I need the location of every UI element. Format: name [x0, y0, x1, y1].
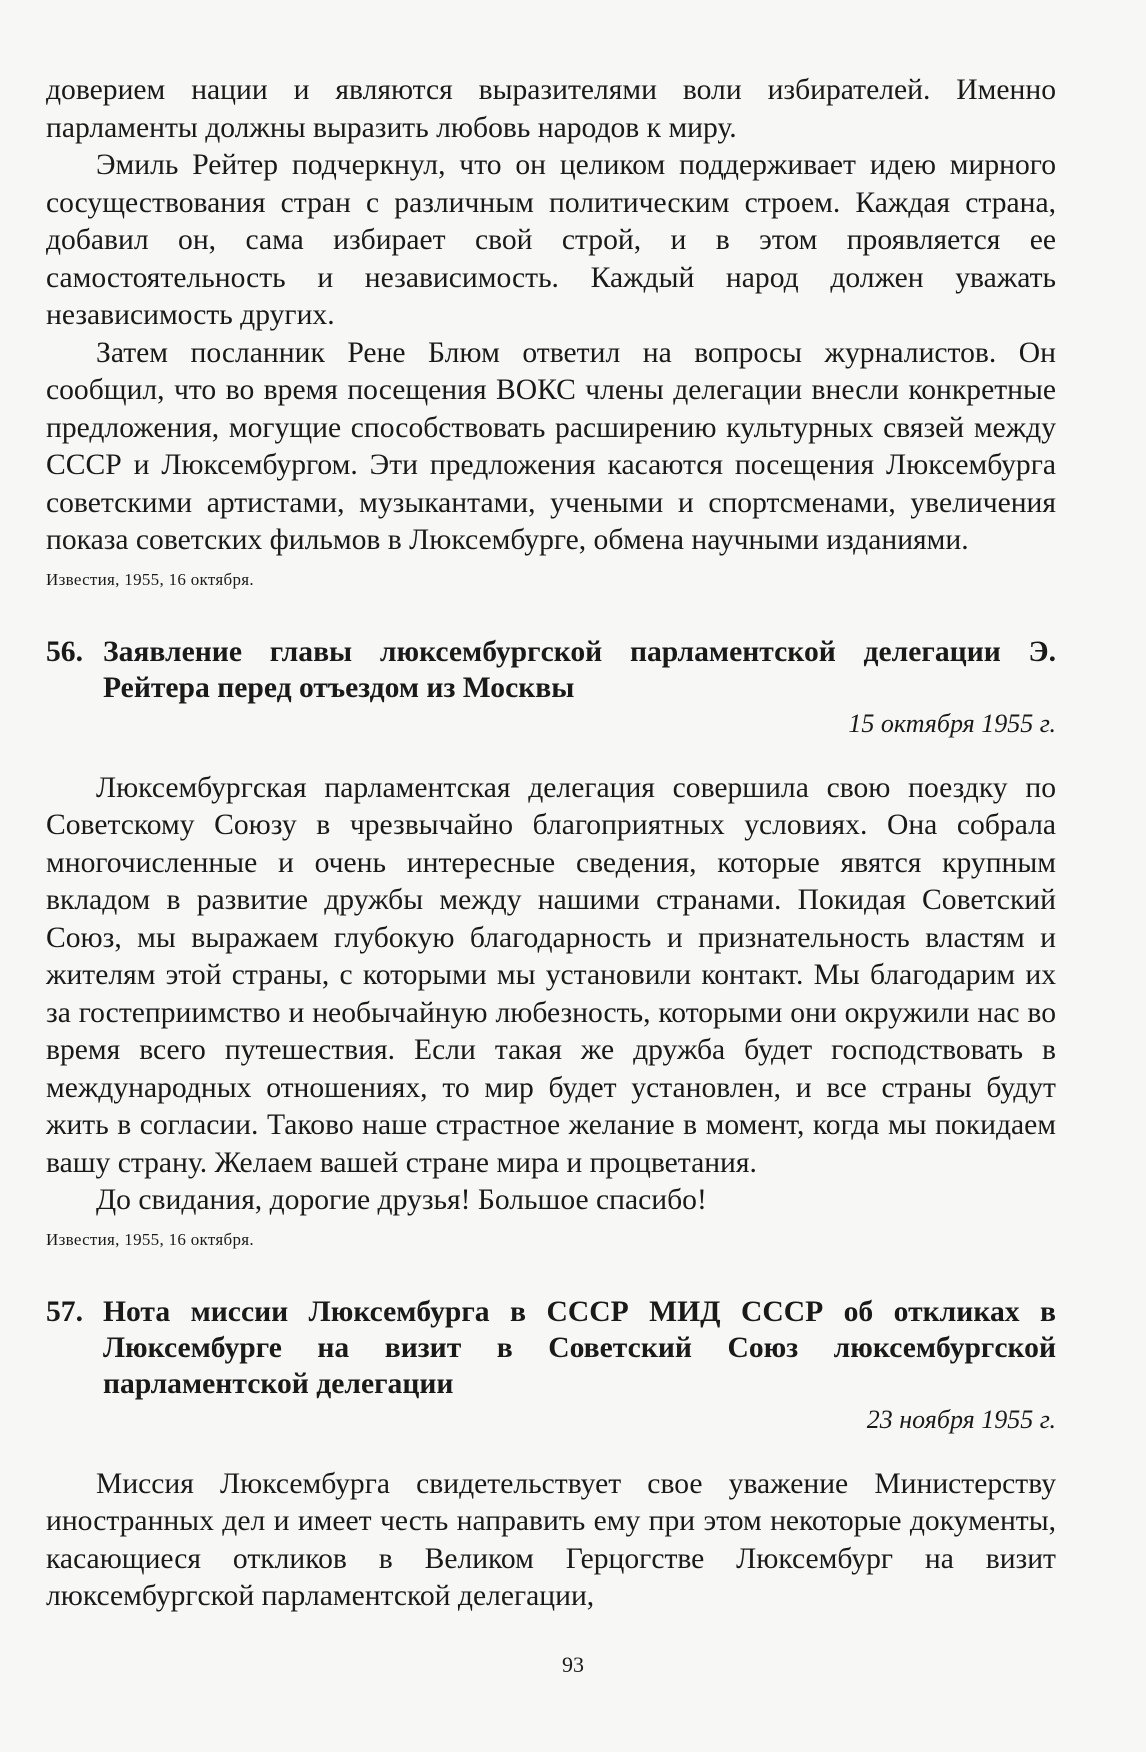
- document-title: Заявление главы люксембургской парламентской делегации Э. Рейтера перед отъездом из Москвы: [103, 635, 1056, 704]
- document-title: Нота миссии Люксембурга в СССР МИД СССР об откликах в Люксембурге на визит в Советский Союз люксембургской парламентской делегации: [103, 1295, 1056, 1400]
- page-number: 93: [562, 1652, 584, 1677]
- source-citation: Известия, 1955, 16 октября.: [46, 569, 254, 589]
- paragraph: До свидания, дорогие друзья! Большое спасибо!: [96, 1184, 707, 1216]
- paragraph: Затем посланник Рене Блюм ответил на вопросы журналистов. Он сообщил, что во время посещения ВОКС члены делегации внесли конкретные предложения, могущие способствовать расширению культурных связей между СССР и Люксембургом. Эти предложения касаются посещения Люксембурга советскими артистами, музыкантами, учеными и спортсменами, увеличения показа советских фильмов в Люксембурге, обмена научными изданиями.: [46, 336, 1056, 556]
- paragraph: доверием нации и являются выразителями воли избирателей. Именно парламенты должны выразить любовь народов к миру.: [46, 74, 1056, 144]
- document-number: 56.: [46, 635, 83, 668]
- document-heading-56: [46, 634, 1056, 706]
- paragraph: Миссия Люксембурга свидетельствует свое уважение Министерству иностранных дел и имеет честь направить ему при этом некоторые документы, касающиеся откликов в Великом Герцогстве Люксембург на визит люксембургской парламентской делегации,: [46, 1467, 1056, 1612]
- page-content: [46, 72, 1056, 1616]
- document-heading-57: [46, 1294, 1056, 1402]
- paragraph: Эмиль Рейтер подчеркнул, что он целиком поддерживает идею мирного сосуществования стран с различным политическим строем. Каждая страна, добавил он, сама избирает свой строй, и в этом проявляется ее самостоятельность и независимость. Каждый народ должен уважать независимость других.: [46, 149, 1056, 331]
- paragraph: Люксембургская парламентская делегация совершила свою поездку по Советскому Союзу в чрезвычайно благоприятных условиях. Она собрала многочисленные и очень интересные сведения, которые явятся крупным вкладом в развитие дружбы между нашими странами. Покидая Советский Союз, мы выражаем глубокую благодарность и признательность властям и жителям этой страны, с которыми мы установили контакт. Мы благодарим их за гостеприимство и необычайную любезность, которыми они окружили нас во время всего путешествия. Если такая же дружба будет господствовать в международных отношениях, то мир будет установлен, и все страны будут жить в согласии. Таково наше страстное желание в момент, когда мы покидаем вашу страну. Желаем вашей стране мира и процветания.: [46, 771, 1056, 1179]
- document-number: 57.: [46, 1295, 83, 1328]
- document-date: 15 октября 1955 г.: [848, 708, 1056, 738]
- source-citation: Известия, 1955, 16 октября.: [46, 1229, 254, 1249]
- document-date: 23 ноября 1955 г.: [866, 1404, 1056, 1434]
